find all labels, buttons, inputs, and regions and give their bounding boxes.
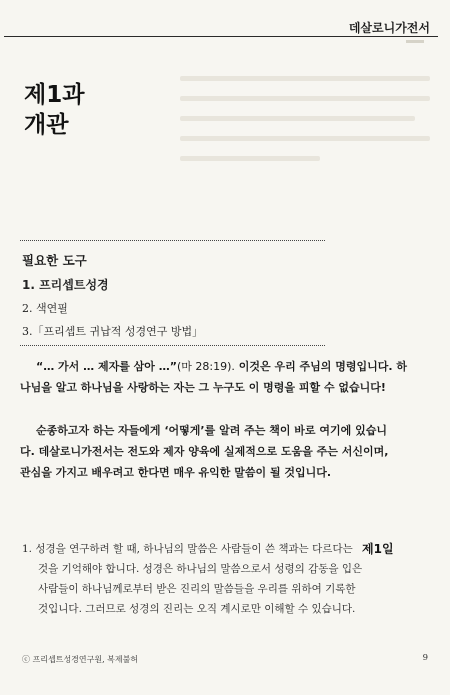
intro-paragraph-2: [20, 420, 414, 483]
tools-box: [20, 240, 325, 346]
tool-item-method-book: 3.「프리셉트 귀납적 성경연구 방법」: [22, 325, 204, 338]
bleed-through: [180, 76, 430, 81]
intro-line: 다. 데살로니가전서는 전도와 제자 양육에 실제적으로 도움을 주는 서신이며,: [20, 445, 389, 458]
intro-line: 나님을 알고 하나님을 사랑하는 자는 그 누구도 이 명령을 피할 수 없습니다!: [20, 381, 386, 394]
bleed-through: [180, 136, 430, 141]
page-number: 9: [422, 653, 428, 663]
bleed-through: [180, 116, 415, 121]
intro-line: 관심을 가지고 배우려고 한다면 매우 유익한 말씀이 될 것입니다.: [20, 466, 332, 479]
lesson-name: 개관: [24, 112, 69, 138]
bleed-through: [180, 96, 430, 101]
intro-line: 순종하고자 하는 자들에게 ‘어떻게’를 알려 주는 책이 바로 여기에 있습니: [36, 424, 387, 437]
intro-line-rest: 이것은 우리 주님의 명령입니다. 하: [238, 360, 408, 373]
tool-item-bible: 1. 프리셉트성경: [22, 278, 109, 292]
intro-paragraph-1: [20, 356, 414, 398]
bleed-through: [180, 156, 320, 161]
tool-item-pencils: 2. 색연필: [22, 302, 68, 315]
header-rule: [4, 36, 438, 37]
day-label: 제1일: [362, 542, 394, 556]
intro-line: [20, 356, 414, 377]
instruction-line: 사람들이 하나님께로부터 받은 진리의 말씀들을 우리를 위하여 기록한: [38, 583, 356, 595]
instruction-text: [22, 539, 363, 619]
header-tag: [406, 40, 424, 43]
instruction-line: 1. 성경을 연구하려 할 때, 하나님의 말씀은 사람들이 쓴 책과는 다르다는: [22, 543, 353, 555]
dotted-divider-top: [20, 240, 325, 241]
footer-copyright: ⓒ 프리셉트성경연구원, 복제불허: [22, 655, 139, 664]
lesson-title: [24, 80, 84, 140]
instruction-line: 것입니다. 그러므로 성경의 진리는 오직 계시로만 이해할 수 있습니다.: [38, 603, 356, 615]
lesson-number: 제1과: [24, 82, 85, 108]
scripture-reference: (마 28:19).: [177, 360, 235, 373]
dotted-divider-bottom: [20, 345, 325, 346]
tools-heading: 필요한 도구: [22, 253, 87, 268]
instruction-line: 것을 기억해야 합니다. 성경은 하나님의 말씀으로서 성령의 감동을 입은: [38, 563, 363, 575]
book-title: 데살로니가전서: [348, 21, 430, 35]
great-commission-quote: “… 가서 … 제자를 삼아 …”: [36, 360, 177, 373]
